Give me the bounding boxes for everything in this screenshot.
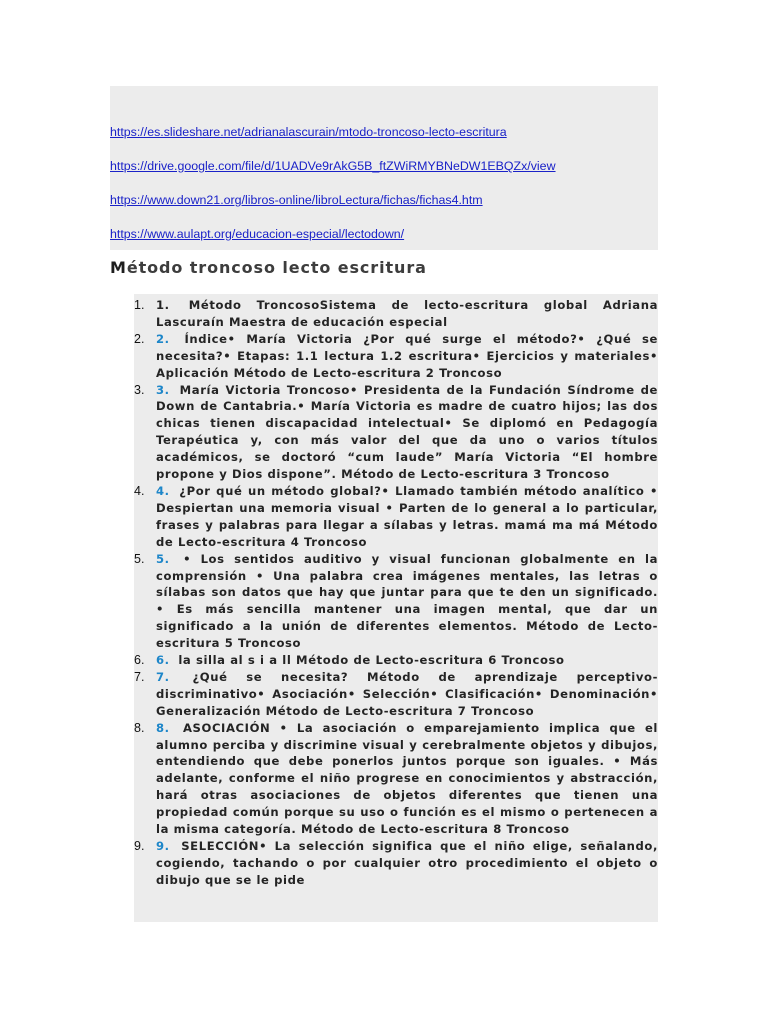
list-marker: 3.	[134, 382, 145, 397]
slide-text: ¿Por qué un método global?• Llamado también método analítico • Despiertan una memoria visual • Parten de lo general a lo particular, frases y palabras para llegar a sílabas y letras. mamá ma má Método de Lecto-escritura 4 Troncoso	[156, 483, 659, 549]
slide-number: 7.	[156, 669, 170, 684]
list-marker: 9.	[134, 839, 145, 853]
slide-text: María Victoria Troncoso• Presidenta de la Fundación Síndrome de Down de Cantabria.• María Victoria es madre de cuatro hijos; las dos chicas tienen discapacidad intelectual• Se diplomó en Pedagogía Terapéutica y, con más valor del que da uno o varios títulos académicos, se doctoró “cum laude” María Victoria “El hombre propone y Dios dispone”. Método de Lecto-escritura 3 Troncoso	[156, 382, 659, 482]
slide-number: 1.	[156, 298, 170, 312]
list-marker: 2.	[134, 331, 145, 346]
slide-number: 9.	[156, 839, 170, 853]
slide-text: Índice• María Victoria ¿Por qué surge el método?• ¿Qué se necesita?• Etapas: 1.1 lectura 1.2 escritura• Ejercicios y materiales• Aplicación Método de Lecto-escritura 2 Troncoso	[156, 331, 659, 380]
slide-text: • Los sentidos auditivo y visual funcionan globalmente en la comprensión • Una palabra crea imágenes mentales, las letras o sílabas son datos que hay que juntar para que te den un significado. • Es más sencilla mantener una imagen mental, que dar un significado a la unión de diferentes elementos. Método de Lecto-escritura 5 Troncoso	[156, 551, 659, 651]
slide-number: 2.	[156, 331, 170, 346]
list-item	[110, 382, 658, 483]
slide-list	[110, 297, 658, 889]
list-item	[110, 720, 658, 838]
list-item	[110, 838, 658, 889]
list-item	[110, 652, 658, 669]
link-down21[interactable]: https://www.down21.org/libros-online/libroLectura/fichas/fichas4.htm	[110, 193, 483, 207]
title-first-letter: M	[110, 258, 127, 277]
slide-text: SELECCIÓN• La selección significa que el niño elige, señalando, cogiendo, tachando o por cualquier otro procedimiento el objeto o dibujo que se le pide	[156, 839, 658, 887]
title-rest: étodo troncoso lecto escritura	[126, 258, 427, 277]
list-marker: 5.	[134, 551, 145, 566]
slide-text: la silla al s i a ll Método de Lecto-escritura 6 Troncoso	[178, 653, 565, 668]
list-marker: 1.	[134, 298, 145, 312]
list-item	[110, 483, 658, 551]
list-item	[110, 669, 658, 720]
list-marker: 4.	[134, 483, 145, 498]
slide-number: 5.	[156, 551, 170, 566]
slide-text: Método TroncosoSistema de lecto-escritura global Adriana Lascuraín Maestra de educación especial	[156, 298, 658, 329]
slide-number: 4.	[156, 483, 170, 498]
link-google-drive[interactable]: https://drive.google.com/file/d/1UADVe9rAkG5B_ftZWiRMYBNeDW1EBQZx/view	[110, 159, 556, 173]
slide-number: 8.	[156, 720, 170, 735]
list-marker: 7.	[134, 669, 145, 684]
list-marker: 6.	[134, 653, 145, 668]
list-item	[110, 331, 658, 382]
slide-number: 6.	[156, 653, 170, 668]
slide-text: ASOCIACIÓN • La asociación o emparejamiento implica que el alumno perciba y discrimine visual y cerebralmente objetos y dibujos, entendiendo que debe ponerlos juntos porque son iguales. • Más adelante, conforme el niño progrese en conocimientos y abstracción, hará otras asociaciones de objetos diferentes que tienen una propiedad común porque su uso o función es el mismo o pertenecen a la misma categoría. Método de Lecto-escritura 8 Troncoso	[156, 720, 658, 837]
list-item	[110, 297, 658, 331]
slide-number: 3.	[156, 382, 170, 397]
list-item	[110, 551, 658, 652]
slide-text: ¿Qué se necesita? Método de aprendizaje perceptivo-discriminativo• Asociación• Selección• Clasificación• Denominación• Generalización Método de Lecto-escritura 7 Troncoso	[156, 669, 658, 718]
list-marker: 8.	[134, 720, 145, 735]
link-aulapt[interactable]: https://www.aulapt.org/educacion-especial/lectodown/	[110, 227, 405, 241]
link-slideshare[interactable]: https://es.slideshare.net/adrianalascurain/mtodo-troncoso-lecto-escritura	[110, 125, 507, 139]
